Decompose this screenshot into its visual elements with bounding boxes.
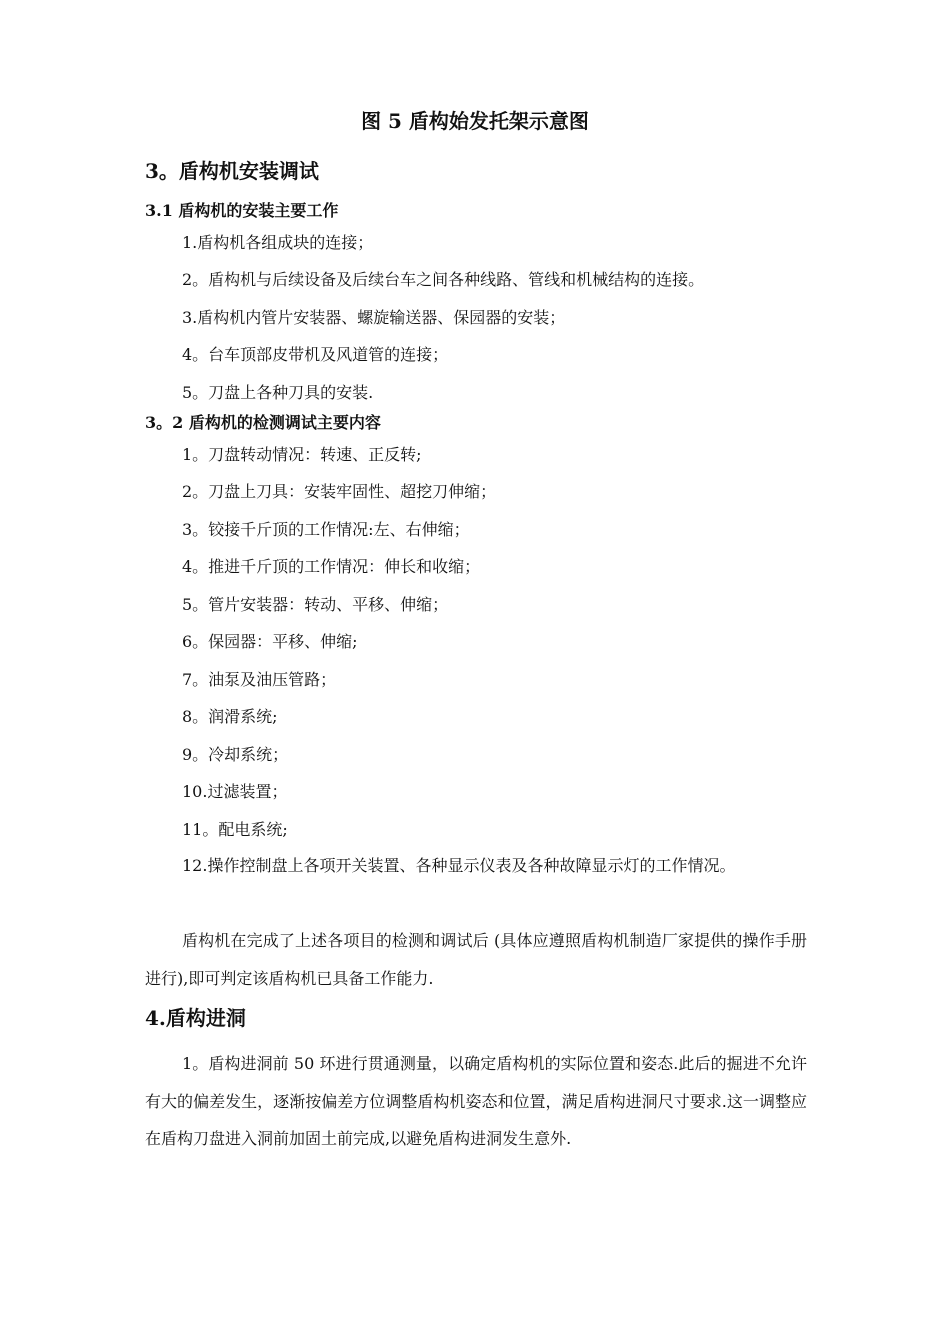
section-3-1-heading: 3.1 盾构机的安装主要工作 [145,201,339,220]
section-4-paragraph: 1。盾构进洞前 50 环进行贯通测量，以确定盾构机的实际位置和姿态.此后的掘进不允许有大的偏差发生，逐渐按偏差方位调整盾构机姿态和位置，满足盾构进洞尺寸要求.这一调整应在盾构刀盘进入洞前加固土前完成,以避免盾构进洞发生意外. [145,1054,807,1148]
list-item: 9。冷却系统； [182,745,289,764]
list-item-wrapped: 12.操作控制盘上各项开关装置、各种显示仪表及各种故障显示灯的工作情况。 [182,856,736,875]
list-item: 1.盾构机各组成块的连接； [182,233,374,252]
list-item: 8。润滑系统; [182,707,278,726]
list-item: 5。刀盘上各种刀具的安装. [182,383,374,402]
section-4-heading: 4.盾构进洞 [145,1006,246,1030]
section-3-2-heading: 3。2 盾构机的检测调试主要内容 [145,413,381,432]
list-item: 10.过滤装置； [182,782,288,801]
list-item: 2。刀盘上刀具：安装牢固性、超挖刀伸缩； [182,482,497,501]
list-item: 1。刀盘转动情况：转速、正反转; [182,445,422,464]
list-item: 2。盾构机与后续设备及后续台车之间各种线路、管线和机械结构的连接。 [182,270,705,289]
figure-caption: 图 5 盾构始发托架示意图 [361,109,589,133]
list-item: 5。管片安装器：转动、平移、伸缩； [182,595,449,614]
list-item: 4。推进千斤顶的工作情况：伸长和收缩； [182,557,481,576]
list-item: 3.盾构机内管片安装器、螺旋输送器、保园器的安装； [182,308,566,327]
list-item: 7。油泵及油压管路； [182,670,337,689]
list-item: 3。铰接千斤顶的工作情况:左、右伸缩； [182,520,470,539]
list-item: 11。配电系统; [182,820,288,839]
conclusion-paragraph: 盾构机在完成了上述各项目的检测和调试后 (具体应遵照盾构机制造厂家提供的操作手册进行),即可判定该盾构机已具备工作能力. [145,931,807,988]
list-item: 4。台车顶部皮带机及风道管的连接； [182,345,449,364]
list-item: 6。保园器：平移、伸缩; [182,632,358,651]
section-3-heading: 3。盾构机安装调试 [145,159,319,183]
